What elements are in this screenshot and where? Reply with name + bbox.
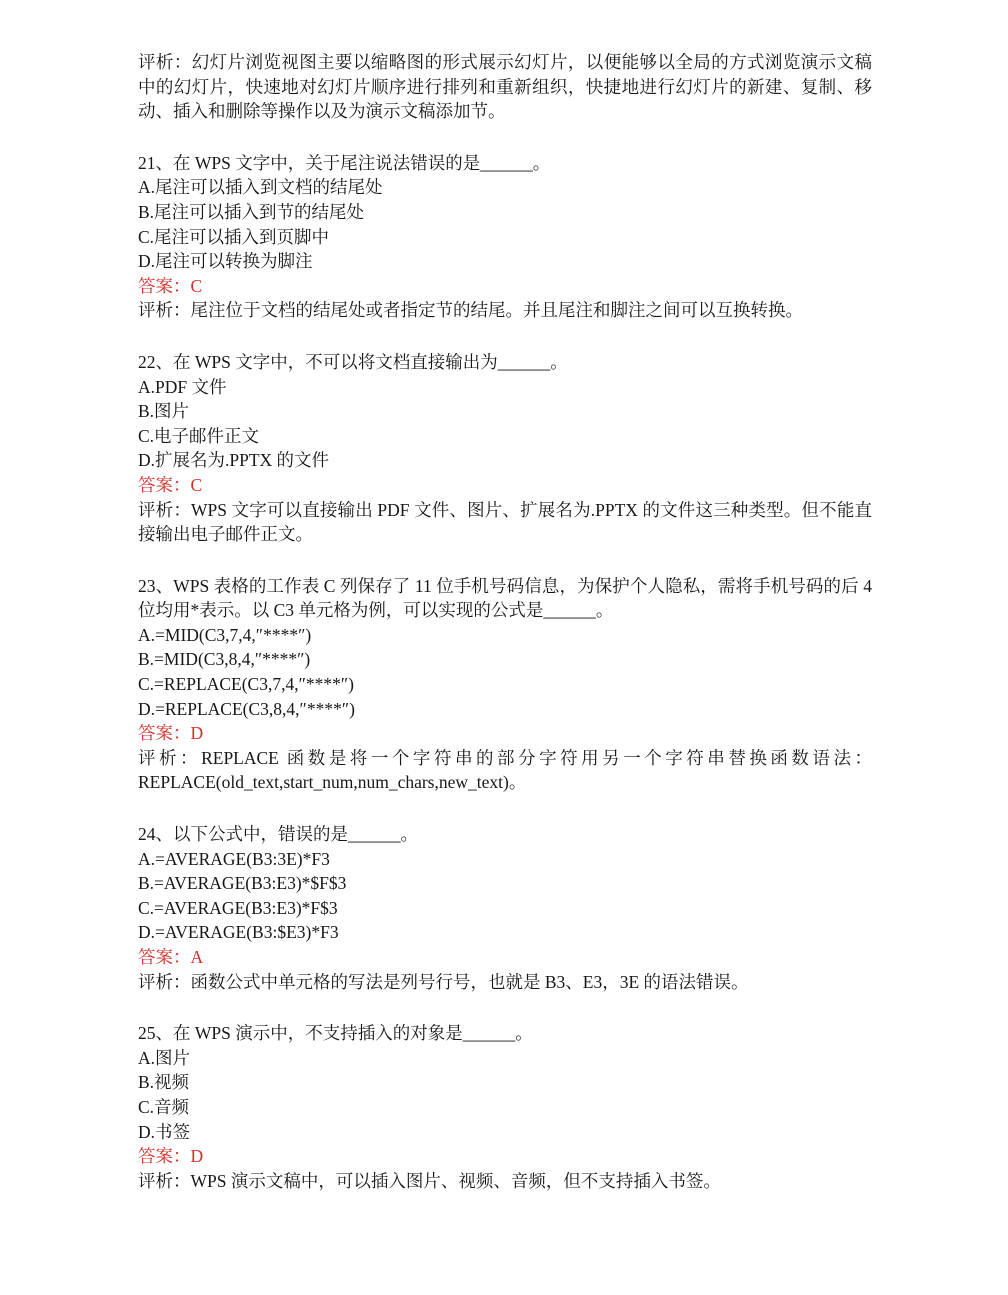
analysis-text: 评析：WPS 演示文稿中，可以插入图片、视频、音频，但不支持插入书签。 [138, 1170, 721, 1191]
analysis-text: 评析：WPS 文字可以直接输出 PDF 文件、图片、扩展名为.PPTX 的文件这三种类型。但不能直接输出电子邮件正文。 [138, 499, 872, 545]
question-option-a: A.=AVERAGE(B3:3E)*F3 [138, 848, 330, 869]
question-option-c: C.音频 [138, 1096, 190, 1117]
question-stem: 21、在 WPS 文字中，关于尾注说法错误的是______。 [138, 152, 551, 173]
question-option-c: C.=REPLACE(C3,7,4,″****″) [138, 674, 354, 695]
question-stem: 22、在 WPS 文字中，不可以将文档直接输出为______。 [138, 351, 568, 372]
intro-analysis-text: 评析：幻灯片浏览视图主要以缩略图的形式展示幻灯片，以便能够以全局的方式浏览演示文稿中的幻灯片，快速地对幻灯片顺序进行排列和重新组织，快捷地进行幻灯片的新建、复制、移动、插入和删除等操作以及为演示文稿添加节。 [138, 52, 872, 122]
question-stem: 25、在 WPS 演示中，不支持插入的对象是______。 [138, 1023, 533, 1044]
analysis-text: 评析：函数公式中单元格的写法是列号行号，也就是 B3、E3，3E 的语法错误。 [138, 971, 749, 992]
question-option-a: A.尾注可以插入到文档的结尾处 [138, 177, 383, 198]
answer-line: 答案：C [138, 474, 203, 495]
question-option-c: C.=AVERAGE(B3:E3)*F$3 [138, 897, 338, 918]
question-option-b: B.=MID(C3,8,4,″****″) [138, 649, 311, 670]
analysis-text: 评析：REPLACE 函数是将一个字符串的部分字符用另一个字符串替换函数语法：REPLACE(old_text,start_num,num_chars,new_text)。 [138, 747, 872, 793]
question-option-a: A.图片 [138, 1047, 191, 1068]
question-option-d: D.尾注可以转换为脚注 [138, 251, 313, 272]
question-stem: 24、以下公式中，错误的是______。 [138, 824, 418, 845]
question-option-d: D.=AVERAGE(B3:$E3)*F3 [138, 922, 339, 943]
question-22 [138, 350, 872, 547]
question-24 [138, 822, 872, 994]
question-option-c: C.电子邮件正文 [138, 425, 260, 446]
question-option-a: A.PDF 文件 [138, 376, 227, 397]
question-option-b: B.尾注可以插入到节的结尾处 [138, 201, 365, 222]
answer-line: 答案：C [138, 275, 203, 296]
question-option-b: B.视频 [138, 1072, 190, 1093]
question-21 [138, 151, 872, 323]
question-option-d: D.书签 [138, 1121, 191, 1142]
analysis-text: 评析：尾注位于文档的结尾处或者指定节的结尾。并且尾注和脚注之间可以互换转换。 [138, 300, 803, 321]
answer-line: 答案：D [138, 723, 204, 744]
question-option-b: B.=AVERAGE(B3:E3)*$F$3 [138, 873, 347, 894]
question-stem: 23、WPS 表格的工作表 C 列保存了 11 位手机号码信息，为保护个人隐私，需将手机号码的后 4 位均用*表示。以 C3 单元格为例，可以实现的公式是______。 [138, 575, 872, 621]
answer-line: 答案：D [138, 1146, 204, 1167]
answer-line: 答案：A [138, 947, 204, 967]
question-option-d: D.扩展名为.PPTX 的文件 [138, 450, 330, 471]
question-option-a: A.=MID(C3,7,4,″****″) [138, 624, 312, 645]
question-option-b: B.图片 [138, 401, 190, 422]
question-option-c: C.尾注可以插入到页脚中 [138, 226, 330, 247]
question-25 [138, 1021, 872, 1193]
question-23 [138, 574, 872, 795]
question-option-d: D.=REPLACE(C3,8,4,″****″) [138, 698, 355, 719]
